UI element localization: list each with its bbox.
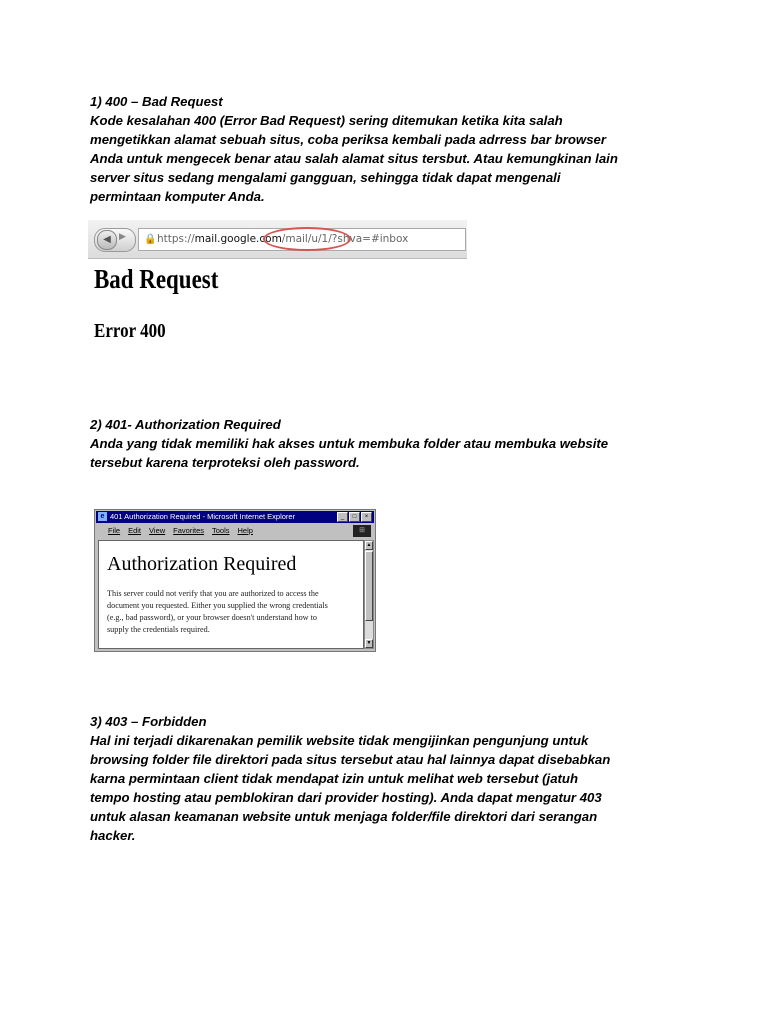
nav-buttons xyxy=(94,228,136,252)
section-403-line: browsing folder file direktori pada situs tersebut atau hal lainnya dapat disebabkan xyxy=(90,752,611,767)
section-403-line: karna permintaan client tidak mendapat izin untuk melihat web tersebut (jatuh xyxy=(90,771,579,786)
menu-edit[interactable]: Edit xyxy=(128,526,142,535)
section-403-line: hacker. xyxy=(90,828,136,843)
section-403-line: untuk alasan keamanan website untuk menjaga folder/file direktori dari serangan xyxy=(90,809,598,824)
section-400-line: mengetikkan alamat sebuah situs, coba periksa kembali pada adrress bar browser xyxy=(90,132,606,147)
menu-file[interactable]: File xyxy=(108,526,121,535)
back-arrow-icon[interactable]: ◀ xyxy=(97,230,117,250)
section-401-line: Anda yang tidak memiliki hak akses untuk membuka folder atau membuka website xyxy=(90,436,609,451)
section-400-line: Kode kesalahan 400 (Error Bad Request) sering ditemukan ketika kita salah xyxy=(90,113,563,128)
section-400 xyxy=(90,92,690,206)
url-prefix: https:// xyxy=(157,233,195,245)
scroll-up-icon[interactable]: ▲ xyxy=(366,542,372,548)
section-401-heading: 2) 401- Authorization Required xyxy=(90,417,281,432)
vertical-scrollbar[interactable] xyxy=(364,540,374,649)
section-403-heading: 3) 403 – Forbidden xyxy=(90,714,207,729)
section-401 xyxy=(90,415,690,472)
lock-icon: 🔒 xyxy=(144,234,157,245)
error-code-label: Error 400 xyxy=(94,320,166,342)
scroll-down-icon[interactable]: ▼ xyxy=(366,640,372,646)
bad-request-screenshot xyxy=(88,220,467,405)
ie-logo-icon: e xyxy=(98,512,107,521)
message-line: This server could not verify that you are authorized to access the xyxy=(107,589,319,598)
authorization-message xyxy=(107,588,357,636)
maximize-icon[interactable]: □ xyxy=(349,512,360,522)
section-403-line: Hal ini terjadi dikarenakan pemilik website tidak mengijinkan pengunjung untuk xyxy=(90,733,589,748)
window-titlebar xyxy=(96,511,374,523)
browser-toolbar xyxy=(88,220,467,259)
menu-favorites[interactable]: Favorites xyxy=(173,526,204,535)
bad-request-title: Bad Request xyxy=(94,264,219,294)
section-403 xyxy=(90,712,690,845)
window-title: 401 Authorization Required - Microsoft Internet Explorer xyxy=(110,512,296,521)
page-content xyxy=(98,540,364,649)
windows-logo-icon: ⊞ xyxy=(353,525,371,537)
authorization-heading: Authorization Required xyxy=(107,553,297,575)
message-line: supply the credentials required. xyxy=(107,625,210,634)
window-controls xyxy=(337,512,372,522)
section-400-line: permintaan komputer Anda. xyxy=(90,189,265,204)
url-suffix: #inbox xyxy=(370,233,409,245)
section-401-line: tersebut karena terproteksi oleh password. xyxy=(90,455,360,470)
menu-bar xyxy=(96,524,374,538)
forward-arrow-icon[interactable]: ▶ xyxy=(119,232,126,242)
section-400-line: Anda untuk mengecek benar atau salah alamat situs tersbut. Atau kemungkinan lain xyxy=(90,151,618,166)
menu-help[interactable]: Help xyxy=(237,526,253,535)
section-400-heading: 1) 400 – Bad Request xyxy=(90,94,223,109)
message-line: (e.g., bad password), or your browser doesn't understand how to xyxy=(107,613,317,622)
menu-view[interactable]: View xyxy=(149,526,166,535)
scroll-thumb[interactable] xyxy=(365,551,373,621)
url-path: /mail/u/1/?shva= xyxy=(281,233,371,245)
url-host: mail.google.com xyxy=(194,233,282,245)
minimize-icon[interactable]: _ xyxy=(337,512,348,522)
url-highlight-ellipse xyxy=(263,227,351,251)
menu-tools[interactable]: Tools xyxy=(212,526,230,535)
section-400-line: server situs sedang mengalami gangguan, sehingga tidak dapat mengenali xyxy=(90,170,561,185)
section-403-line: tempo hosting atau pemblokiran dari provider hosting). Anda dapat mengatur 403 xyxy=(90,790,602,805)
message-line: document you requested. Either you supplied the wrong credentials xyxy=(107,601,328,610)
close-icon[interactable]: × xyxy=(361,512,372,522)
ie-window-screenshot xyxy=(94,509,376,652)
